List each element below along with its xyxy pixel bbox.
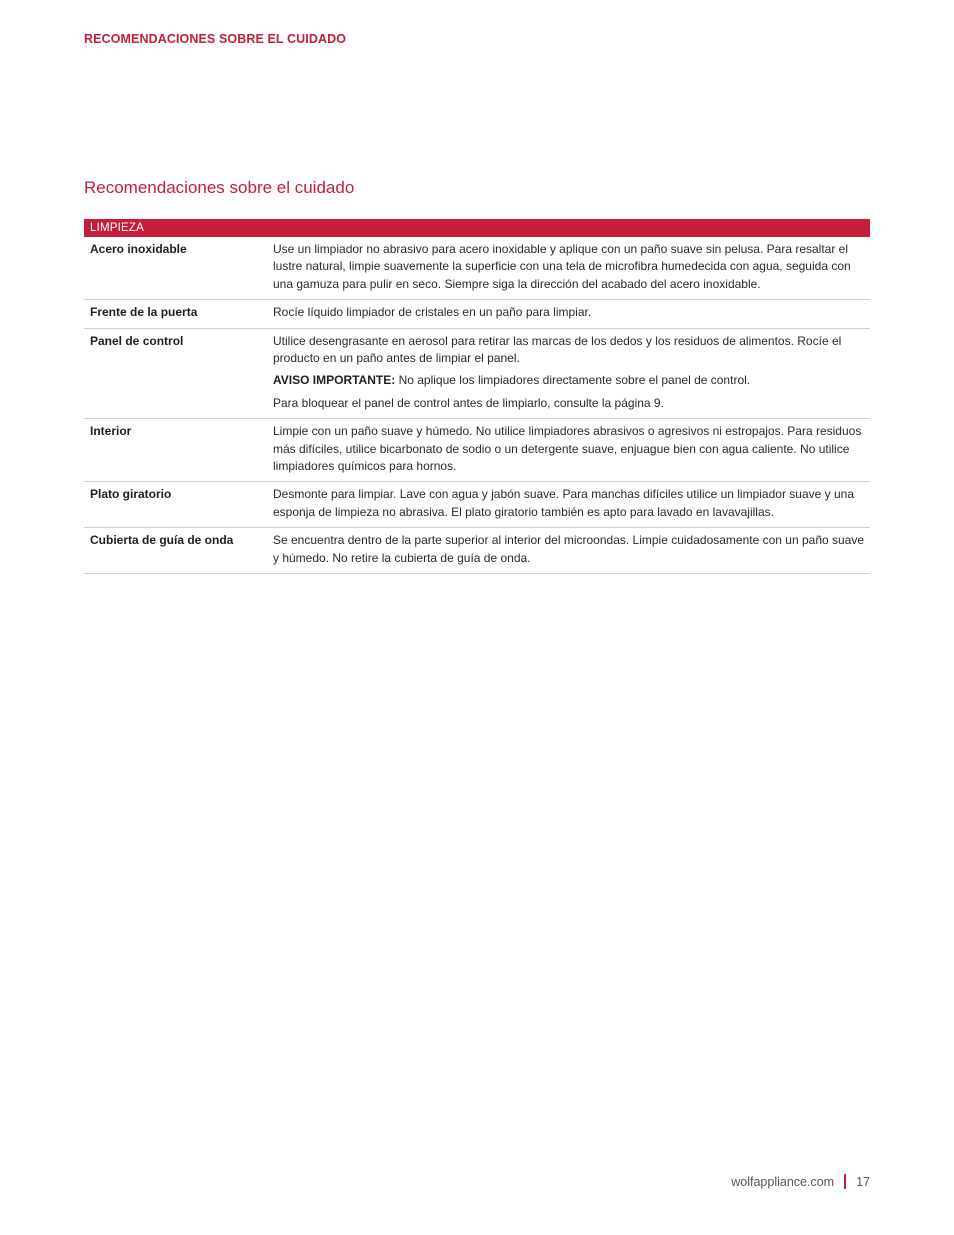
row-text-waveguide-cover	[273, 528, 870, 574]
row-paragraph: Utilice desengrasante en aerosol para retirar las marcas de los dedos y los residuos de alimentos. Rocíe el producto en un paño antes de limpiar el panel.	[273, 333, 842, 366]
table-row	[84, 528, 870, 574]
table-header-cell: LIMPIEZA	[84, 219, 870, 237]
important-notice-label: AVISO IMPORTANTE:	[273, 373, 396, 388]
row-label-stainless-steel: Acero inoxidable	[84, 237, 273, 300]
running-header: RECOMENDACIONES SOBRE EL CUIDADO	[84, 32, 347, 46]
page-footer	[731, 1174, 870, 1189]
row-label-door-front: Frente de la puerta	[84, 300, 273, 328]
row-text-stainless-steel	[273, 237, 870, 300]
row-paragraph: Rocíe líquido limpiador de cristales en un paño para limpiar.	[273, 305, 592, 320]
row-text-control-panel	[273, 328, 870, 419]
row-label-waveguide-cover: Cubierta de guía de onda	[84, 528, 273, 574]
footer-divider	[844, 1174, 846, 1189]
table-row	[84, 237, 870, 300]
table-row	[84, 482, 870, 528]
care-table	[84, 219, 870, 574]
table-row	[84, 300, 870, 328]
row-text-turntable	[273, 482, 870, 528]
website-link[interactable]: wolfappliance.com	[731, 1174, 835, 1189]
row-paragraph: Se encuentra dentro de la parte superior al interior del microondas. Limpie cuidadosamente con un paño suave y húmedo. No retire la cubierta de guía de onda.	[273, 533, 865, 565]
row-label-interior: Interior	[84, 419, 273, 482]
table-header-row	[84, 219, 870, 237]
important-notice	[273, 372, 866, 389]
row-label-turntable: Plato giratorio	[84, 482, 273, 528]
page-number: 17	[856, 1174, 870, 1189]
row-paragraph: Use un limpiador no abrasivo para acero inoxidable y aplique con un paño suave sin pelusa. Para resaltar el lustre natural, limpie suavemente la superficie con una tela de microfibra humedecida con agua, seguida con una gamuza para pulir en seco. Siempre siga la dirección del acabado del acero inoxidable.	[273, 242, 851, 291]
row-paragraph: Desmonte para limpiar. Lave con agua y jabón suave. Para manchas difíciles utilice un limpiador suave y una esponja de limpieza no abrasiva. El plato giratorio también es apto para lavado en lavavajillas.	[273, 487, 854, 519]
row-text-door-front	[273, 300, 870, 328]
table-row	[84, 419, 870, 482]
row-text-interior	[273, 419, 870, 482]
row-paragraph: Limpie con un paño suave y húmedo. No utilice limpiadores abrasivos o agresivos ni estropajos. Para residuos más difíciles, utilice bicarbonato de sodio o un detergente suave, enjuague bien con agua caliente. No utilice limpiadores químicos para hornos.	[273, 424, 862, 474]
table-row	[84, 328, 870, 419]
section-title: Recomendaciones sobre el cuidado	[84, 178, 355, 197]
row-paragraph: Para bloquear el panel de control antes de limpiarlo, consulte la página 9.	[273, 395, 664, 410]
important-notice-text: No aplique los limpiadores directamente sobre el panel de control.	[398, 373, 751, 388]
row-label-control-panel: Panel de control	[84, 328, 273, 419]
